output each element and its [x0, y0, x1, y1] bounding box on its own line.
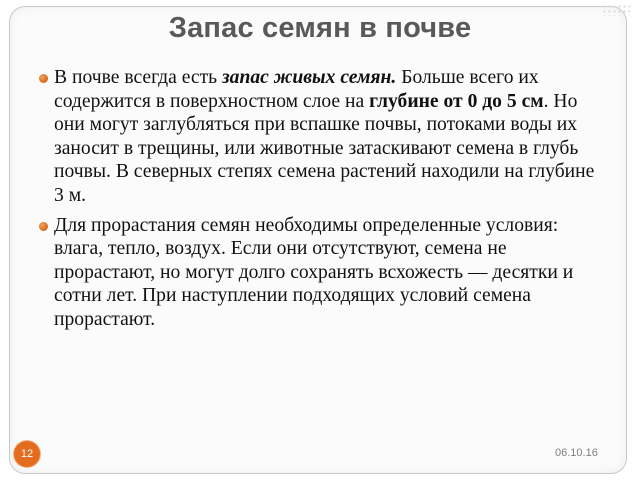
- paragraph-text: Для прорастания семян необходимы определенные условия: влага, тепло, воздух. Если они отсутствуют, семена не прорастают, но могут долго сохранять всхожесть — десятки и сотни лет. При наступлении подходящих условий семена прорастают.: [54, 214, 574, 330]
- emphasis-depth: глубине от 0 до 5 см: [369, 90, 544, 112]
- slide-content: [38, 66, 606, 338]
- paragraph-text: . Но они могут заглубляться при вспашке почвы, потоками воды их заносит в трещины, или животные затаскивают семена в глубь почвы. В северных степях семена растений находили на глубине 3 м.: [54, 90, 595, 206]
- paragraph-germination: [38, 214, 606, 332]
- bullet-icon: [39, 222, 48, 231]
- bullet-icon: [39, 74, 48, 83]
- slide-number-badge: 12: [14, 441, 40, 467]
- emphasis-live-seeds: запас живых семян.: [222, 67, 397, 88]
- paragraph-text: Больше всего их содержится в поверхностном слое на: [54, 67, 539, 112]
- slide-title: Запас семян в почве: [168, 12, 472, 44]
- paragraph-seed-bank: [38, 66, 606, 208]
- slide-date: 06.10.16: [555, 447, 598, 459]
- paragraph-text: В почве всегда есть: [54, 67, 223, 88]
